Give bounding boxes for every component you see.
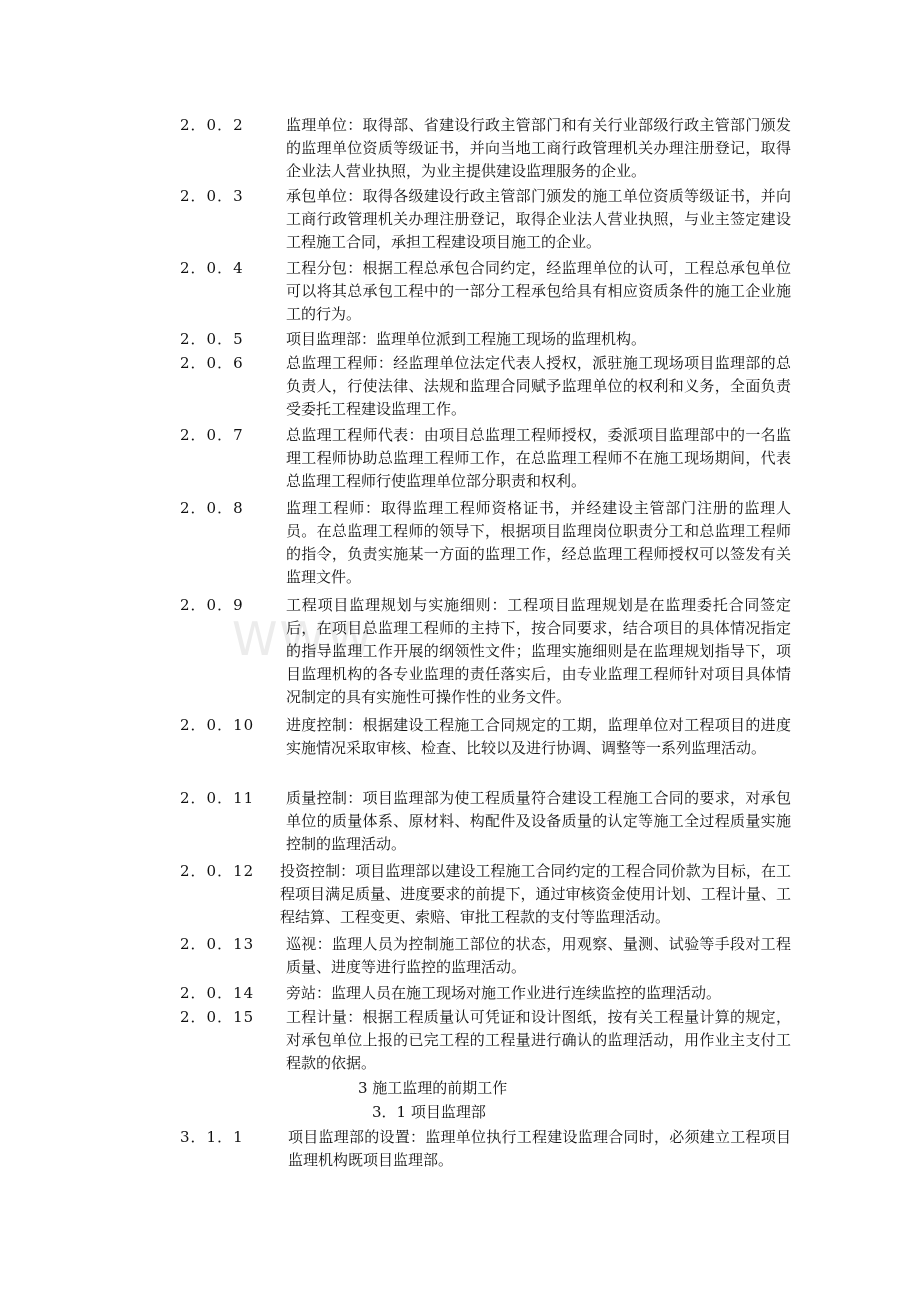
clause-number: 2．0．8: [180, 499, 244, 517]
clause-number: 2．0．5: [180, 330, 244, 348]
clause-number: 2．0．3: [180, 187, 244, 205]
watermark: WWW: [232, 612, 375, 666]
clause-number: 2．0．12: [180, 862, 255, 880]
clause-text: 监理工程师：取得监理工程师资格证书，并经建设主管部门注册的监理人员。在总监理工程师的领导下，根据项目监理岗位职责分工和总监理工程师的指令，负责实施某一方面的监理工作，经总监理工程师授权可以签发有关监理文件。: [286, 499, 791, 586]
clause-number: 2．0．6: [180, 354, 244, 372]
chapter-heading: 3 施工监理的前期工作: [358, 1079, 508, 1097]
clause-text: 总监理工程师代表：由项目总监理工程师授权，委派项目监理部中的一名监理工程师协助总监理工程师工作，在总监理工程师不在施工现场期间，代表总监理工程师行使监理单位部分职责和权利。: [286, 426, 791, 490]
clause-number: 2．0．10: [180, 716, 255, 734]
clause-number: 2．0．15: [180, 1008, 255, 1026]
clause-text: 旁站：监理人员在施工现场对施工作业进行连续监控的监理活动。: [286, 984, 722, 1002]
clause-text: 项目监理部的设置：监理单位执行工程建设监理合同时，必须建立工程项目监理机构既项目监理部。: [288, 1128, 791, 1169]
clause-text: 监理单位：取得部、省建设行政主管部门和有关行业部级行政主管部门颁发的监理单位资质等级证书，并向当地工商行政管理机关办理注册登记，取得企业法人营业执照，为业主提供建设监理服务的企业。: [286, 116, 791, 180]
clause-text: 进度控制：根据建设工程施工合同规定的工期，监理单位对工程项目的进度实施情况采取审核、检查、比较以及进行协调、调整等一系列监理活动。: [286, 716, 791, 757]
clause-number: 2．0．4: [180, 259, 244, 277]
clause-number: 2．0．7: [180, 426, 244, 444]
clause-text: 工程计量：根据工程质量认可凭证和设计图纸，按有关工程量计算的规定，对承包单位上报的已完工程的工程量进行确认的监理活动，用作业主支付工程款的依据。: [286, 1008, 791, 1072]
section-heading: 3．1 项目监理部: [372, 1103, 486, 1121]
clause-number: 2．0．13: [180, 935, 255, 953]
clause-text: 工程项目监理规划与实施细则：工程项目监理规划是在监理委托合同签定后，在项目总监理工程师的主持下，按合同要求，结合项目的具体情况指定的指导监理工作开展的纲领性文件；监理实施细则是在监理规划指导下，项目监理机构的各专业监理的责任落实后，由专业监理工程师针对项目具体情况制定的具有实施性可操作性的业务文件。: [286, 596, 791, 706]
clause-number: 2．0．9: [180, 596, 244, 614]
clause-text: 项目监理部：监理单位派到工程施工现场的监理机构。: [286, 330, 647, 348]
clause-text: 质量控制：项目监理部为使工程质量符合建设工程施工合同的要求，对承包单位的质量体系、原材料、构配件及设备质量的认定等施工全过程质量实施控制的监理活动。: [286, 789, 791, 853]
clause-text: 总监理工程师：经监理单位法定代表人授权，派驻施工现场项目监理部的总负责人，行使法律、法规和监理合同赋予监理单位的权利和义务，全面负责受委托工程建设监理工作。: [286, 354, 791, 418]
clause-text: 巡视：监理人员为控制施工部位的状态，用观察、量测、试验等手段对工程质量、进度等进行监控的监理活动。: [286, 935, 791, 976]
clause-text: 承包单位：取得各级建设行政主管部门颁发的施工单位资质等级证书，并向工商行政管理机关办理注册登记，取得企业法人营业执照，与业主签定建设工程施工合同，承担工程建设项目施工的企业。: [286, 187, 791, 251]
clause-number: 3．1．1: [180, 1128, 244, 1146]
clause-number: 2．0．11: [180, 789, 255, 807]
clause-number: 2．0．2: [180, 116, 244, 134]
clause-number: 2．0．14: [180, 984, 255, 1002]
clause-text: 工程分包：根据工程总承包合同约定，经监理单位的认可，工程总承包单位可以将其总承包工程中的一部分工程承包给具有相应资质条件的施工企业施工的行为。: [286, 259, 791, 323]
clause-text: 投资控制：项目监理部以建设工程施工合同约定的工程合同价款为目标，在工程项目满足质量、进度要求的前提下，通过审核资金使用计划、工程计量、工程结算、工程变更、索赔、审批工程款的支付等监理活动。: [280, 862, 791, 926]
